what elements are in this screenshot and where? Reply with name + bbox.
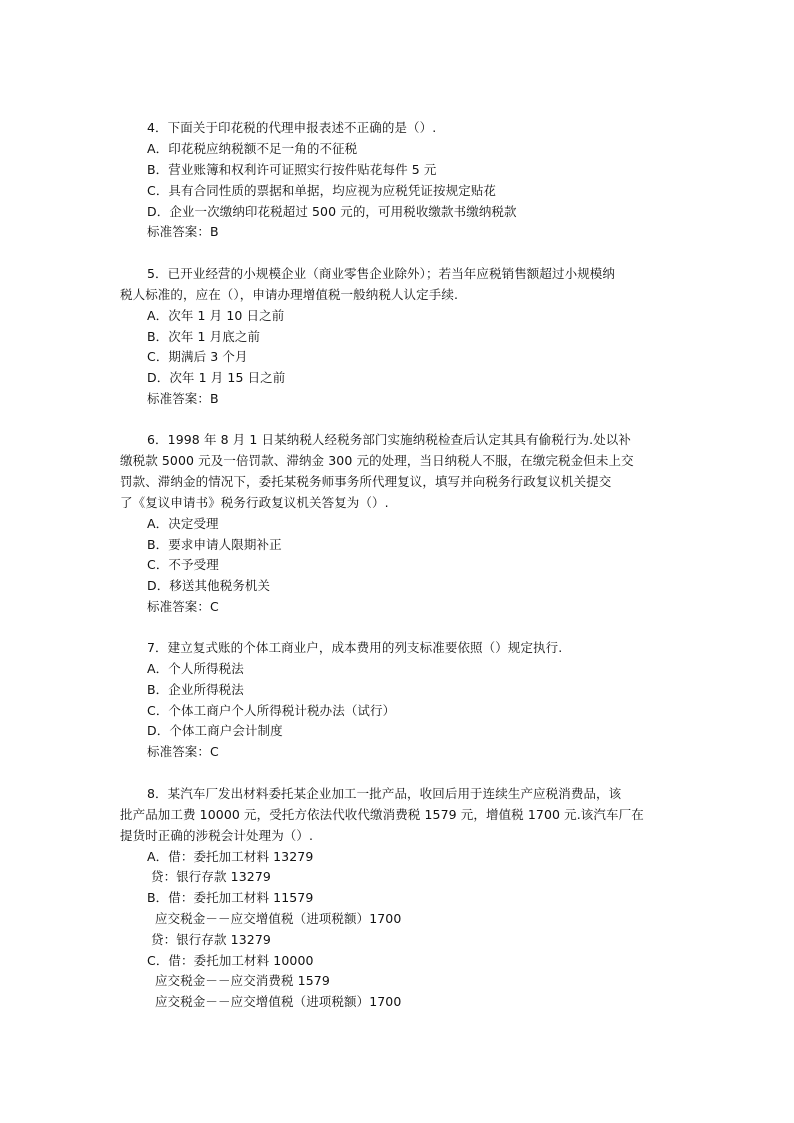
question-8-stem-line-1: 8．某汽车厂发出材料委托某企业加工一批产品，收回后用于连续生产应税消费品，该 bbox=[147, 786, 622, 801]
question-4-answer: 标准答案：B bbox=[147, 224, 219, 239]
question-7-option-b: B．企业所得税法 bbox=[147, 682, 244, 697]
question-4-option-a: A．印花税应纳税额不足一角的不征税 bbox=[147, 141, 358, 156]
question-6-option-c: C．不予受理 bbox=[147, 557, 219, 572]
question-7-stem-line-1: 7．建立复式账的个体工商业户，成本费用的列支标准要依照（）规定执行. bbox=[147, 640, 563, 655]
question-5-answer: 标准答案：B bbox=[147, 391, 219, 406]
question-8-option-b-vat: 应交税金－－应交增值税（进项税额）1700 bbox=[155, 911, 402, 926]
question-8-option-c-debit: C．借：委托加工材料 10000 bbox=[147, 953, 314, 968]
question-5-option-a: A．次年 1 月 10 日之前 bbox=[147, 308, 285, 323]
question-8-option-a-debit: A．借：委托加工材料 13279 bbox=[147, 849, 314, 864]
question-7-option-a: A．个人所得税法 bbox=[147, 661, 244, 676]
question-7-option-d: D．个体工商户会计制度 bbox=[147, 723, 283, 738]
question-6-stem-line-2: 缴税款 5000 元及一倍罚款、滞纳金 300 元的处理，当日纳税人不服，在缴完税金但未上交 bbox=[120, 453, 634, 468]
question-5-stem-line-2: 税人标准的，应在（），申请办理增值税一般纳税人认定手续. bbox=[120, 287, 459, 302]
question-6-answer: 标准答案：C bbox=[147, 599, 219, 614]
question-8-option-c-vat: 应交税金－－应交增值税（进项税额）1700 bbox=[155, 994, 402, 1009]
question-8-stem-line-2: 批产品加工费 10000 元，受托方依法代收代缴消费税 1579 元，增值税 1700 元.该汽车厂在 bbox=[120, 807, 644, 822]
question-8-stem-line-3: 提货时正确的涉税会计处理为（）. bbox=[120, 828, 314, 843]
question-8-option-c-consumption-tax: 应交税金－－应交消费税 1579 bbox=[155, 973, 330, 988]
question-8-option-b-debit: B．借：委托加工材料 11579 bbox=[147, 890, 314, 905]
question-4-stem-line-1: 4．下面关于印花税的代理申报表述不正确的是（）. bbox=[147, 120, 437, 135]
question-5-stem-line-1: 5．已开业经营的小规模企业（商业零售企业除外）；若当年应税销售额超过小规模纳 bbox=[147, 266, 616, 281]
question-5-option-c: C．期满后 3 个月 bbox=[147, 349, 248, 364]
question-8-option-a-credit: 贷：银行存款 13279 bbox=[151, 869, 271, 884]
question-6-option-d: D．移送其他税务机关 bbox=[147, 578, 271, 593]
question-6-option-a: A．决定受理 bbox=[147, 516, 219, 531]
question-7-answer: 标准答案：C bbox=[147, 744, 219, 759]
question-6-option-b: B．要求申请人限期补正 bbox=[147, 537, 282, 552]
question-6-stem-line-4: 了《复议申请书》税务行政复议机关答复为（）. bbox=[120, 495, 389, 510]
question-8-option-b-credit: 贷：银行存款 13279 bbox=[151, 932, 271, 947]
question-6-stem-line-1: 6．1998 年 8 月 1 日某纳税人经税务部门实施纳税检查后认定其具有偷税行为.处以补 bbox=[147, 432, 632, 447]
question-7-option-c: C．个体工商户个人所得税计税办法（试行） bbox=[147, 703, 396, 718]
question-4-option-b: B．营业账簿和权利许可证照实行按件贴花每件 5 元 bbox=[147, 162, 437, 177]
question-5-option-b: B．次年 1 月底之前 bbox=[147, 329, 261, 344]
question-4-option-d: D．企业一次缴纳印花税超过 500 元的，可用税收缴款书缴纳税款 bbox=[147, 204, 517, 219]
question-6-stem-line-3: 罚款、滞纳金的情况下，委托某税务师事务所代理复议，填写并向税务行政复议机关提交 bbox=[120, 474, 612, 489]
question-4-option-c: C．具有合同性质的票据和单据，均应视为应税凭证按规定贴花 bbox=[147, 183, 497, 198]
question-5-option-d: D．次年 1 月 15 日之前 bbox=[147, 370, 286, 385]
